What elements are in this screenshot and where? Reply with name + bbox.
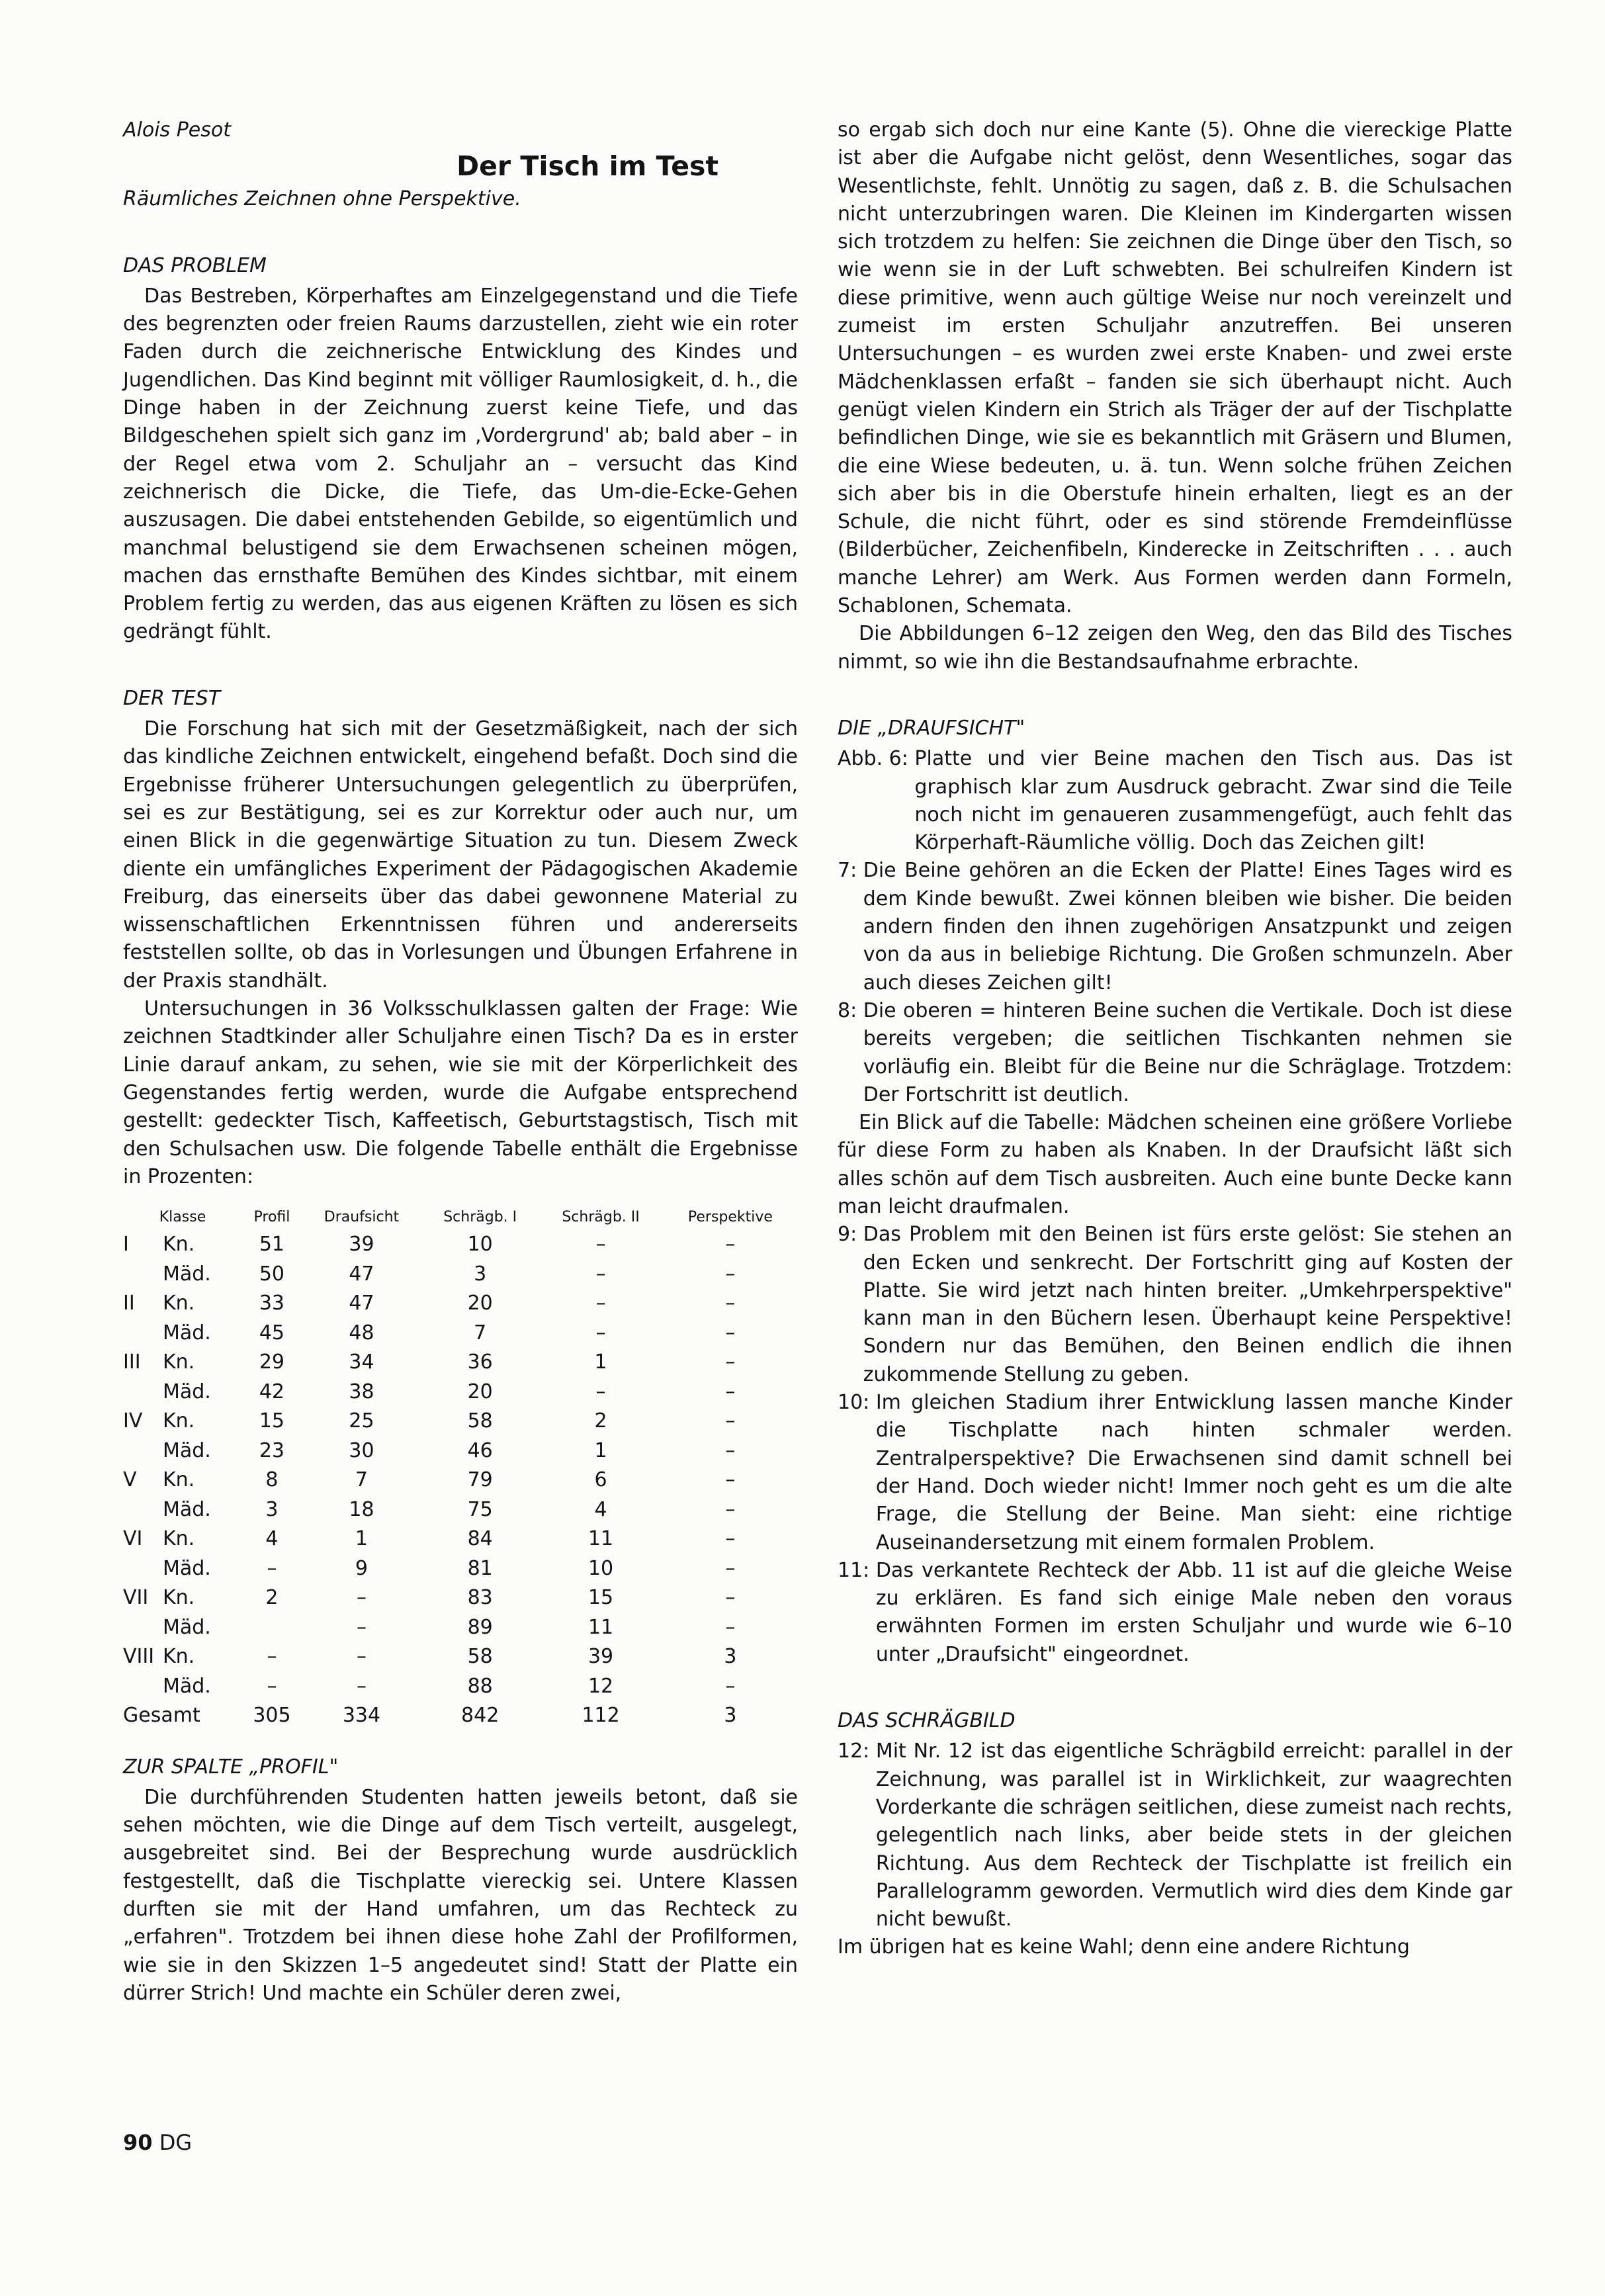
table-cell: –: [595, 1262, 606, 1286]
table-cell: –: [356, 1586, 367, 1610]
figure-entry: [838, 1738, 1512, 1933]
column-header: Klasse: [159, 1209, 206, 1226]
figure-entry: [838, 1557, 1512, 1669]
table-cell: 50: [259, 1262, 285, 1286]
table-cell: –: [595, 1321, 606, 1345]
table-header-row: [123, 1208, 798, 1230]
table-cell: 1: [355, 1527, 369, 1551]
class-label: [123, 1554, 163, 1584]
table-cell: 33: [259, 1292, 285, 1315]
entry-label: 9:: [838, 1223, 863, 1247]
table-cell: 11: [587, 1527, 614, 1551]
entry-text: Das verkantete Rechteck der Abb. 11 ist auf die gleiche Weise zu erklären. Es fand sich einige Male neben den voraus erwähnten Formen im ersten Schuljahr und wurde wie 6–10 unter „Draufsicht" eingeordnet.: [875, 1558, 1512, 1666]
table-row: [123, 1319, 798, 1348]
table-row: [123, 1672, 798, 1702]
paragraph: Die Abbildungen 6–12 zeigen den Weg, den das Bild des Tisches nimmt, so wie ihn die Bestandsaufnahme erbrachte.: [838, 622, 1512, 674]
class-label: I: [123, 1233, 129, 1257]
table-cell: 9: [355, 1556, 369, 1580]
table-cell: 42: [259, 1380, 285, 1403]
table-cell: 6: [594, 1468, 607, 1492]
table-cell: 8: [265, 1468, 279, 1492]
column-header: Schrägb. II: [562, 1209, 640, 1226]
table-cell: 29: [259, 1350, 285, 1374]
table-cell: 3: [724, 1645, 737, 1669]
table-body: [123, 1230, 798, 1701]
table-cell: –: [267, 1645, 277, 1669]
table-cell: 36: [467, 1350, 493, 1374]
right-column: [838, 116, 1512, 1962]
table-row: [123, 1230, 798, 1260]
column-header: Perspektive: [687, 1209, 773, 1226]
entry-text: Platte und vier Beine machen den Tisch aus. Das ist graphisch klar zum Ausdruck gebracht. Zwar sind die Teile noch nicht im genaueren zusammengefügt, auch fehlt das Körperhaft-Räumliche völlig. Doch das Zeichen gilt!: [914, 747, 1512, 855]
paragraph: Im übrigen hat es keine Wahl; denn eine andere Richtung: [838, 1935, 1410, 1959]
table-cell: –: [267, 1674, 277, 1698]
table-cell: 15: [587, 1586, 614, 1610]
group-label: Mäd.: [163, 1615, 211, 1639]
group-label: Kn.: [163, 1350, 195, 1374]
table-cell: 3: [265, 1497, 279, 1521]
table-cell: 3: [474, 1262, 487, 1286]
table-cell: 48: [349, 1321, 374, 1345]
group-label: Kn.: [163, 1233, 195, 1257]
table-row: [123, 1613, 798, 1643]
table-cell: 2: [594, 1409, 607, 1433]
section-heading-draufsicht: DIE „DRAUFSICHT": [838, 716, 1025, 740]
table-row: [123, 1289, 798, 1319]
class-label: III: [123, 1350, 141, 1374]
paragraph: Die durchführenden Studenten hatten jeweils betont, daß sie sehen möchten, wie die Dinge auf dem Tisch verteilt, ausgelegt, ausgebreitet sind. Bei der Besprechung wurde ausdrücklich festgestellt, daß die Tischplatte viereckig sei. Untere Klassen durften sie mit der Hand umfahren, um das Rechteck zu „erfahren". Trotzdem bei ihnen diese hohe Zahl der Profilformen, wie sie in den Skizzen 1–5 angedeutet sind! Statt der Platte ein dürrer Strich! Und machte ein Schüler deren zwei,: [123, 1785, 798, 2005]
table-cell: –: [725, 1350, 736, 1374]
paragraph: Die Forschung hat sich mit der Gesetzmäßigkeit, nach der sich das kindliche Zeichnen entwickelt, eingehend befaßt. Doch sind die Ergebnisse früherer Untersuchungen gelegentlich zu überprüfen, sei es zur Bestätigung, sei es zur Korrektur oder auch nur, um einen Blick in die gegenwärtige Situation zu tun. Diesem Zweck diente ein umfängliches Experiment der Pädagogischen Akademie Freiburg, das einerseits über das dabei gewonnene Material zu wissenschaftlichen Erkenntnissen führen und andererseits feststellen sollte, ob das in Vorlesungen und Übungen Erfahrene in der Praxis standhält.: [123, 717, 798, 993]
entry-label: 7:: [838, 859, 863, 883]
table-row: [123, 1583, 798, 1613]
table-cell: 38: [349, 1380, 374, 1403]
table-cell: 88: [467, 1674, 493, 1698]
class-label: [123, 1260, 163, 1290]
table-cell: 10: [467, 1233, 493, 1257]
entry-text: Im gleichen Stadium ihrer Entwicklung lassen manche Kinder die Tischplatte nach hinten schmaler werden. Zentralperspektive? Die Erwachsenen sind damit schnell bei der Hand. Doch wieder nicht! Immer noch geht es um die alte Frage, die Stellung der Beine. Man sieht: eine richtige Auseinandersetzung mit einem formalen Problem.: [875, 1391, 1512, 1554]
class-label: [123, 1672, 163, 1702]
table-cell: 305: [253, 1704, 291, 1728]
table-row: [123, 1524, 798, 1554]
table-cell: 20: [467, 1292, 493, 1315]
table-cell: –: [725, 1586, 736, 1610]
class-label: VIII: [123, 1645, 155, 1669]
group-label: Kn.: [163, 1292, 195, 1315]
table-cell: 2: [265, 1586, 279, 1610]
table-cell: 10: [587, 1556, 614, 1580]
paragraph: Das Bestreben, Körperhaftes am Einzelgegenstand und die Tiefe des begrenzten oder freien Raums darzustellen, zieht wie ein roter Faden durch die zeichnerische Entwicklung des Kindes und Jugendlichen. Das Kind beginnt mit völliger Raumlosigkeit, d. h., die Dinge haben in der Zeichnung zuerst keine Tiefe, und das Bildgeschehen spielt sich ganz im ‚Vordergrund' ab; bald aber – in der Regel etwa vom 2. Schuljahr an – versucht das Kind zeichnerisch die Dicke, die Tiefe, das Um-die-Ecke-Gehen auszusagen. Die dabei entstehenden Gebilde, so eigentümlich und manchmal belustigend sie dem Erwachsenen scheinen mögen, machen das ernsthafte Bemühen des Kindes sichtbar, mit einem Problem fertig zu werden, das aus eigenen Kräften zu lösen es sich gedrängt fühlt.: [123, 284, 798, 644]
group-label: Kn.: [163, 1409, 195, 1433]
entry-label: 12:: [838, 1740, 876, 1763]
left-column: [123, 116, 798, 2008]
table-cell: –: [725, 1497, 736, 1521]
section-heading-schraegbild: DAS SCHRÄGBILD: [838, 1709, 1016, 1733]
table-cell: 23: [259, 1438, 285, 1462]
table-cell: –: [725, 1380, 736, 1403]
table-row: [123, 1407, 798, 1436]
group-label: Mäd.: [163, 1380, 211, 1403]
table-cell: –: [595, 1233, 606, 1257]
table-cell: –: [725, 1438, 736, 1462]
total-label: Gesamt: [123, 1704, 200, 1728]
table-cell: 84: [467, 1527, 493, 1551]
table-cell: –: [595, 1292, 606, 1315]
table-cell: –: [725, 1615, 736, 1639]
class-label: V: [123, 1468, 137, 1492]
table-cell: –: [725, 1292, 736, 1315]
table-row: [123, 1348, 798, 1378]
group-label: Kn.: [163, 1468, 195, 1492]
entry-label: 11:: [838, 1558, 876, 1582]
author: Alois Pesot: [123, 118, 232, 142]
paragraph: Untersuchungen in 36 Volksschulklassen galten der Frage: Wie zeichnen Stadtkinder aller Schuljahre einen Tisch? Da es in erster Linie darauf ankam, zu sehen, wie sie mit der Körperlichkeit des Gegenstandes fertig werden, wurde die Aufgabe entsprechend gestellt: gedeckter Tisch, Kaffeetisch, Geburtstagstisch, Tisch mit den Schulsachen usw. Die folgende Tabelle enthält die Ergebnisse in Prozenten:: [123, 997, 798, 1188]
group-label: Kn.: [163, 1527, 195, 1551]
table-total-row: [123, 1701, 798, 1731]
entry-text: Mit Nr. 12 ist das eigentliche Schrägbild erreicht: parallel in der Zeichnung, was parallel ist in Wirklichkeit, zur waagrechten Vorderkante die schrägen seitlichen, diese zumeist nach rechts, gelegentlich nach links, aber beide stets in der gleichen Richtung. Aus dem Rechteck der Tischplatte ist freilich ein Parallelogramm geworden. Vermutlich wird dies dem Kinde gar nicht bewußt.: [875, 1740, 1512, 1931]
table-cell: 47: [349, 1292, 374, 1315]
table-cell: 83: [467, 1586, 493, 1610]
group-label: Kn.: [163, 1645, 195, 1669]
table-row: [123, 1378, 798, 1407]
table-row: [123, 1642, 798, 1672]
table-cell: 15: [259, 1409, 285, 1433]
table-row: [123, 1466, 798, 1495]
table-cell: 25: [349, 1409, 374, 1433]
table-cell: –: [725, 1262, 736, 1286]
entry-text: Die Beine gehören an die Ecken der Platte! Eines Tages wird es dem Kinde bewußt. Zwei können bleiben wie bisher. Die beiden andern finden den ihnen zugehörigen Ansatzpunkt und zeigen von da aus in beliebige Richtung. Die Großen schmunzeln. Aber auch dieses Zeichen gilt!: [863, 859, 1512, 994]
table-cell: 46: [467, 1438, 493, 1462]
table-row: [123, 1436, 798, 1466]
article-title: Der Tisch im Test: [456, 150, 718, 183]
table-cell: –: [356, 1674, 367, 1698]
table-cell: –: [267, 1556, 277, 1580]
table-cell: 34: [349, 1350, 374, 1374]
table-cell: 39: [587, 1645, 614, 1669]
class-label: II: [123, 1292, 135, 1315]
table-cell: 45: [259, 1321, 285, 1345]
paragraph: Ein Blick auf die Tabelle: Mädchen scheinen eine größere Vorliebe für diese Form zu haben als Knaben. In der Draufsicht läßt sich alles schön auf dem Tisch ausbreiten. Auch eine bunte Decke kann man leicht draufmalen.: [838, 1111, 1512, 1218]
table-cell: 7: [474, 1321, 487, 1345]
group-label: Mäd.: [163, 1556, 211, 1580]
class-label: [123, 1378, 163, 1407]
group-label: Mäd.: [163, 1674, 211, 1698]
entry-label: Abb. 6:: [838, 747, 915, 771]
table-cell: 58: [467, 1409, 493, 1433]
table-cell: –: [725, 1556, 736, 1580]
table-cell: 7: [355, 1468, 369, 1492]
table-cell: –: [725, 1321, 736, 1345]
group-label: Mäd.: [163, 1262, 211, 1286]
column-header: Profil: [253, 1209, 290, 1226]
journal-label: DG: [159, 2130, 193, 2155]
entry-label: 8:: [838, 998, 863, 1022]
group-label: Mäd.: [163, 1321, 211, 1345]
table-cell: 11: [587, 1615, 614, 1639]
table-cell: –: [356, 1615, 367, 1639]
page-footer: [123, 2129, 192, 2156]
table-cell: 112: [582, 1704, 620, 1728]
table-cell: 12: [587, 1674, 614, 1698]
entry-label: 10:: [838, 1391, 876, 1415]
table-cell: 89: [467, 1615, 493, 1639]
class-label: IV: [123, 1409, 143, 1433]
class-label: [123, 1319, 163, 1348]
table-cell: –: [725, 1233, 736, 1257]
entry-text: Das Problem mit den Beinen ist fürs erste gelöst: Sie stehen an den Ecken und senkrecht. Der Fortschritt ging auf Kosten der Platte. Sie wird jetzt nach hinten breiter. „Umkehrperspektive" kann man in den Büchern lesen. Überhaupt keine Perspektive! Sondern nur das Bemühen, den Beinen endlich die ihnen zukommende Stellung zu geben.: [863, 1223, 1512, 1386]
column-header: Draufsicht: [324, 1209, 400, 1226]
table-cell: –: [356, 1645, 367, 1669]
table-cell: 51: [259, 1233, 285, 1257]
table-cell: 30: [349, 1438, 374, 1462]
table-cell: 39: [349, 1233, 374, 1257]
table-cell: 75: [467, 1497, 493, 1521]
table-cell: 47: [349, 1262, 374, 1286]
table-cell: –: [725, 1674, 736, 1698]
table-cell: 4: [594, 1497, 607, 1521]
figure-entry: [838, 1389, 1512, 1557]
section-heading-problem: DAS PROBLEM: [123, 253, 267, 277]
table-cell: 1: [594, 1350, 607, 1374]
table-cell: –: [595, 1380, 606, 1403]
entry-text: Die oberen = hinteren Beine suchen die Vertikale. Doch ist diese bereits vergeben; die seitlichen Tischkanten nehmen sie vorläufig ein. Bleibt für die Beine nur die Schräglage. Trotzdem: Der Fortschritt ist deutlich.: [863, 998, 1512, 1106]
table-cell: [242, 1613, 302, 1643]
figure-entry: [838, 997, 1512, 1109]
section-heading-test: DER TEST: [123, 686, 221, 710]
table-cell: 58: [467, 1645, 493, 1669]
class-label: VI: [123, 1527, 143, 1551]
table-row: [123, 1495, 798, 1525]
group-label: Mäd.: [163, 1438, 211, 1462]
paragraph: so ergab sich doch nur eine Kante (5). Ohne die viereckige Platte ist aber die Aufgabe nicht gelöst, denn Wesentliches, sogar das Wesentlichste, fehlt. Unnötig zu sagen, daß z. B. die Schulsachen nicht unterzubringen waren. Die Kleinen im Kindergarten wissen sich trotzdem zu helfen: Sie zeichnen die Dinge über den Tisch, so wie wenn sie in der Luft schwebten. Bei schulreifen Kindern ist diese primitive, wenn auch gültige Weise nur noch vereinzelt und zumeist im ersten Schuljahr anzutreffen. Bei unseren Untersuchungen – es wurden zwei erste Knaben- und zwei erste Mädchenklassen erfaßt – fanden sie sich überhaupt nicht. Auch genügt vielen Kindern ein Strich als Träger der auf der Tischplatte befindlichen Dinge, wie sie es bekanntlich mit Gräsern und Blumen, die eine Wiese bedeuten, u. ä. tun. Wenn solche frühen Zeichen sich aber bis in die Oberstufe hinein erhalten, liegt es an der Schule, die nicht führt, oder es sind störende Fremdeinflüsse (Bilderbücher, Zeichenfibeln, Kinderecke in Zeitschriften . . . auch manche Lehrer) am Werk. Aus Formen werden dann Formeln, Schablonen, Schemata.: [838, 118, 1512, 618]
class-label: VII: [123, 1586, 149, 1610]
table-cell: 79: [467, 1468, 493, 1492]
class-label: [123, 1495, 163, 1525]
table-cell: 334: [342, 1704, 381, 1728]
table-cell: 842: [461, 1704, 499, 1728]
table-cell: 1: [594, 1438, 607, 1462]
figure-entry: [838, 1221, 1512, 1389]
table-cell: 20: [467, 1380, 493, 1403]
class-label: [123, 1436, 163, 1466]
figure-entry: [838, 857, 1512, 996]
group-label: Mäd.: [163, 1497, 211, 1521]
table-cell: 81: [467, 1556, 493, 1580]
class-label: [123, 1613, 163, 1643]
column-header: Schrägb. I: [443, 1209, 517, 1226]
table-row: [123, 1554, 798, 1584]
table-cell: –: [725, 1468, 736, 1492]
results-table: [123, 1208, 798, 1731]
figure-entry: [838, 745, 1512, 857]
section-heading-profil: ZUR SPALTE „PROFIL": [123, 1755, 339, 1779]
table-cell: 3: [724, 1704, 737, 1728]
page-number: 90: [123, 2130, 153, 2155]
group-label: Kn.: [163, 1586, 195, 1610]
table-cell: 4: [265, 1527, 279, 1551]
table-row: [123, 1260, 798, 1290]
article-subtitle: Räumliches Zeichnen ohne Perspektive.: [123, 187, 521, 211]
table-cell: –: [725, 1527, 736, 1551]
table-cell: 18: [349, 1497, 374, 1521]
table-cell: –: [725, 1409, 736, 1433]
